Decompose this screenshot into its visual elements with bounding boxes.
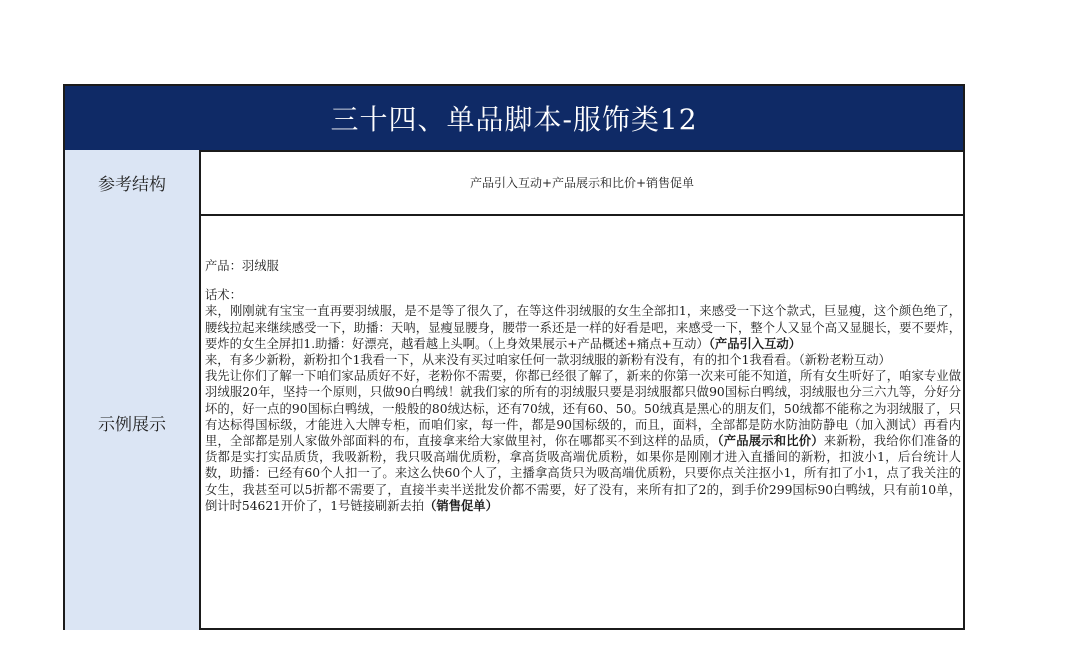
product-line: 产品：羽绒服 [205,259,279,273]
stage-tag-close: （销售促单） [424,497,498,513]
example-content [205,258,961,514]
script-segment-3: 我先让你们了解一下咱们家品质好不好，老粉你不需要，你都已经很了解了，新来的你第一次来可能不知道，所有女生听好了，咱家专业做羽绒服20年，坚持一个原则，只做90白鸭绒！就我们家的所有的羽绒服只要是羽绒服都只做90国标白鸭绒，羽绒服也分三六九等，分好分坏的，好一点的90国标白鸭绒，一般般的80绒达标，还有70绒，还有60、50。50绒真是黑心的朋友们，50绒都不能称之为羽绒服了，只有达标得国标级，才能进入大牌专柜，而咱们家，每一件，都是90国标级的，而且，面料，全部都是防水防油防静电（加入测试）再看内里，全部都是别人家做外部面料的布，直接拿来给大家做里衬，你在哪都买不到这样的品质， [205,369,961,449]
script-segment-1: 来，刚刚就有宝宝一直再要羽绒服，是不是等了很久了，在等这件羽绒服的女生全部扣1，来感受一下这个款式，巨显瘦，这个颜色绝了，腰线拉起来继续感受一下，助播：天呐，显瘦显腰身，腰带一系还是一样的好看是吧，来感受一下，整个人又显个高又显腿长，要不要炸，要炸的女生全屏扣1.助播：好漂亮，越看越上头啊。（上身效果展示+产品概述+痛点+互动） [205,304,961,351]
script-table [63,84,965,630]
structure-label: 参考结构 [65,150,201,214]
title-banner [65,86,963,152]
structure-row [65,150,963,216]
script-body [205,303,961,514]
structure-value: 产品引入互动+产品展示和比价+销售促单 [469,175,695,190]
stage-tag-display: （产品展示和比价） [717,433,824,449]
script-segment-2: 来，有多少新粉，新粉扣个1我看一下，从来没有买过咱家任何一款羽绒服的新粉有没有，有的扣个1我看看。（新粉老粉互动） [205,353,891,368]
page-title: 三十四、单品脚本-服饰类12 [330,103,698,136]
example-row [65,214,963,630]
script-label: 话术： [205,288,242,303]
example-label: 示例展示 [65,214,201,630]
script-segment-4: 来新粉，我给你们准备的货都是实打实品质货，我吸新粉，我只吸高端优质粉，拿高货吸高端优质粉，如果你是刚刚才进入直播间的新粉，扣波小1，后台统计人数，助播：已经有60个人扣一了。来这么快60个人了，主播拿高货只为吸高端优质粉，只要你点关注抠小1，所有扣了小1，点了我关注的女生，我甚至可以5折都不需要了，直接半卖半送批发价都不需要，好了没有，来所有扣了2的，到手价299国标90白鸭绒，只有前10单，倒计时54621开价了，1号链接刷新去拍 [205,434,961,513]
stage-tag-intro: （产品引入互动） [708,335,802,351]
